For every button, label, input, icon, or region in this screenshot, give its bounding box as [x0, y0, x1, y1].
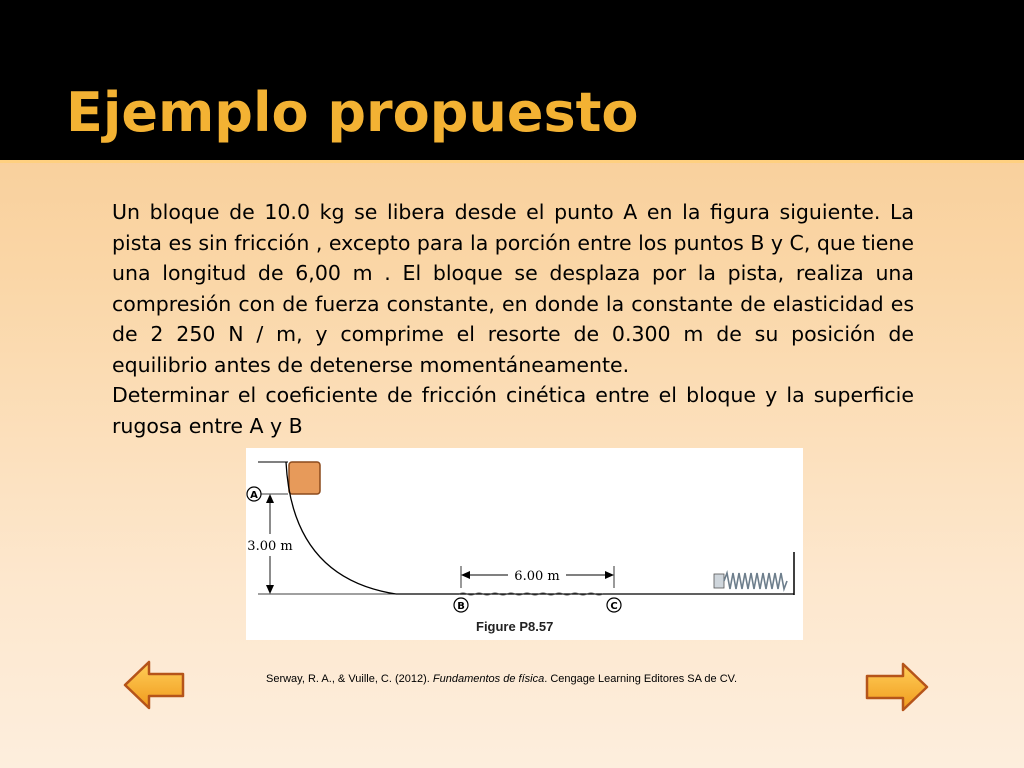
title-bar-divider — [0, 160, 1024, 163]
next-slide-button[interactable] — [864, 661, 930, 717]
point-c-marker — [607, 598, 621, 612]
physics-figure — [246, 448, 803, 640]
point-c-label: C — [610, 601, 618, 612]
left-arrow-icon — [122, 659, 186, 711]
height-label: 3.00 m — [247, 539, 293, 554]
citation — [266, 673, 746, 686]
point-b-marker — [454, 598, 468, 612]
track-diagram — [246, 448, 803, 640]
citation-publisher: . Cengage Learning Editores SA de CV. — [544, 673, 738, 685]
point-a-label: A — [250, 490, 258, 501]
length-label: 6.00 m — [514, 569, 560, 584]
citation-book: Fundamentos de física — [432, 673, 545, 685]
slide-title: Ejemplo propuesto — [66, 81, 639, 144]
spring — [714, 573, 787, 589]
problem-statement — [112, 197, 914, 441]
question-paragraph: Determinar el coeficiente de fricción cinética entre el bloque y la superficie rugosa entre A y B — [112, 383, 914, 438]
problem-paragraph: Un bloque de 10.0 kg se libera desde el punto A en la figura siguiente. La pista es sin fricción , excepto para la porción entre los puntos B y C, que tiene una longitud de 6,00 m . El bloque se desplaza por la pista, realiza una compresión con de fuerza constante, en donde la constante de elasticidad es de 2 250 N / m, y comprime el resorte de 0.300 m de su posición de equilibrio antes de detenerse momentáneamente. — [112, 200, 914, 377]
figure-caption: Figure P8.57 — [476, 619, 554, 634]
previous-slide-button[interactable] — [122, 659, 186, 715]
point-a-marker — [247, 487, 261, 501]
point-b-label: B — [457, 601, 465, 612]
citation-authors: Serway, R. A., & Vuille, C. (2012). — [266, 673, 433, 685]
block — [289, 462, 320, 494]
right-arrow-icon — [864, 661, 930, 713]
